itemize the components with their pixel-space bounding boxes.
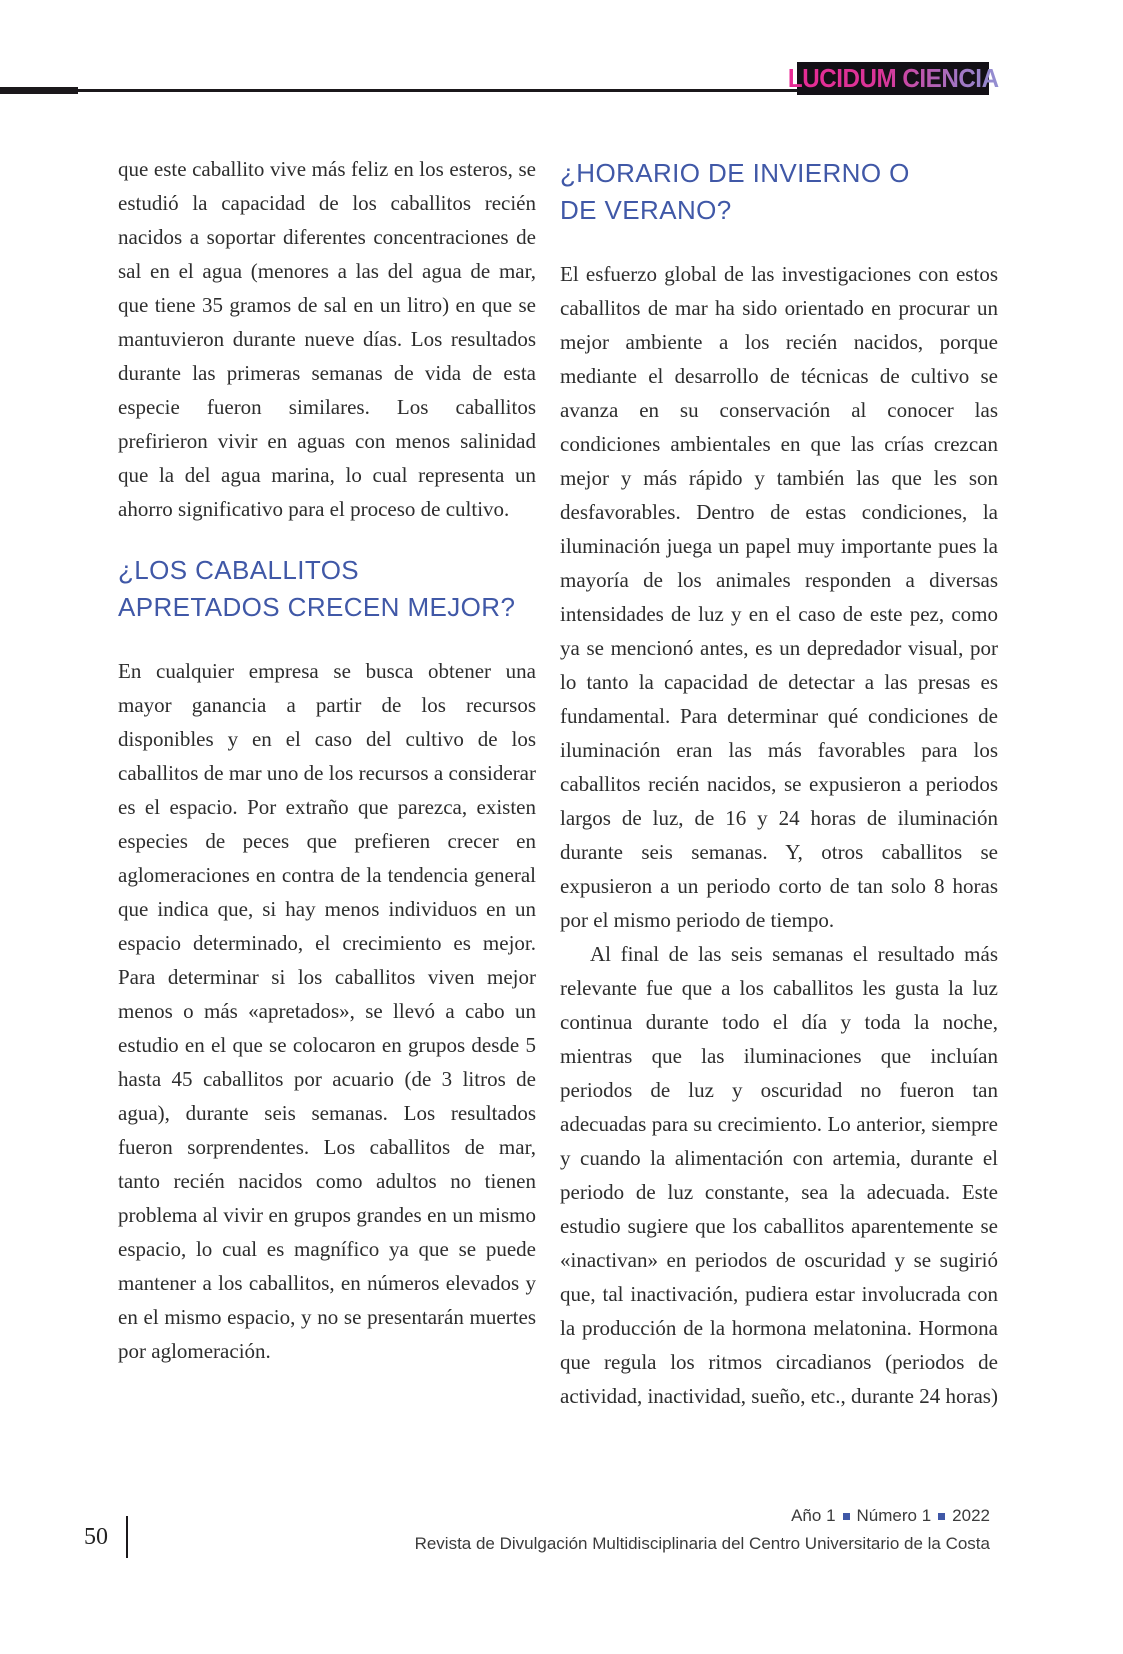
footer-vertical-rule [126, 1516, 128, 1558]
section-heading-horario: ¿HORARIO DE INVIERNO O DE VERANO? [560, 158, 910, 225]
brand-logo-text: LUCIDUM CIENCIA [787, 63, 999, 93]
right-column [560, 152, 998, 1413]
page-number: 50 [84, 1523, 108, 1550]
issue-year-value: 2022 [952, 1506, 990, 1525]
header-rule-thin [78, 89, 798, 92]
brand-logo-box [787, 62, 999, 95]
square-separator-icon [938, 1513, 945, 1520]
footer-left [84, 1516, 128, 1558]
section-heading-caballitos-apretados: ¿LOS CABALLITOS APRETADOS CRECEN MEJOR? [118, 555, 516, 622]
footer-right [415, 1502, 990, 1558]
horario-paragraph-2: Al final de las seis semanas el resultado más relevante fue que a los caballitos les gusta la luz continua durante todo el día y toda la noche, mientras que las iluminaciones que incluían periodos de luz y oscuridad no fueron tan adecuadas para su crecimiento. Lo anterior, siempre y cuando la alimentación con artemia, durante el periodo de luz constante, sea la adecuada. Este estudio sugiere que los caballitos aparentemente se «inactivan» en periodos de oscuridad y se sugirió que, tal inactivación, pudiera estar involucrada con la producción de la hormona melatonina. Hormona que regula los ritmos circadianos (periodos de actividad, inactividad, sueño, etc., durante 24 horas) [560, 942, 998, 1408]
issue-number-label: Número 1 [856, 1506, 932, 1525]
square-separator-icon [843, 1513, 850, 1520]
issue-line [415, 1502, 990, 1530]
horario-paragraph-1: El esfuerzo global de las investigaciones con estos caballitos de mar ha sido orientado en procurar un mejor ambiente a los recién nacidos, porque mediante el desarrollo de técnicas de cultivo se avanza en su conservación al conocer las condiciones ambientales en que las crías crezcan mejor y más rápido y también las que les son desfavorables. Dentro de estas condiciones, la iluminación juega un papel muy importante pues la mayoría de los animales responden a diversas intensidades de luz y en el caso de este pez, como ya se mencionó antes, es un depredador visual, por lo tanto la capacidad de detectar a las presas es fundamental. Para determinar qué condiciones de iluminación eran las más favorables para los caballitos recién nacidos, se expusieron a periodos largos de luz, de 16 y 24 horas de iluminación durante seis semanas. Y, otros caballitos se expusieron a un periodo corto de tan solo 8 horas por el mismo periodo de tiempo. [560, 262, 998, 932]
intro-paragraph: que este caballito vive más feliz en los esteros, se estudió la capacidad de los caballitos recién nacidos a soportar diferentes concentraciones de sal en el agua (menores a las del agua de mar, que tiene 35 gramos de sal en un litro) en que se mantuvieron durante nueve días. Los resultados durante las primeras semanas de vida de esta especie fueron similares. Los caballitos prefirieron vivir en aguas con menos salinidad que la del agua marina, lo cual representa un ahorro significativo para el proceso de cultivo. [118, 157, 536, 521]
issue-year-label: Año 1 [791, 1506, 836, 1525]
section-paragraph-apretados: En cualquier empresa se busca obtener una mayor ganancia a partir de los recursos disponibles y en el caso del cultivo de los caballitos de mar uno de los recursos a considerar es el espacio. Por extraño que parezca, existen especies de peces que prefieren crecer en aglomeraciones en contra de la tendencia general que indica que, si hay menos individuos en un espacio determinado, el crecimiento es mejor. Para determinar si los caballitos viven mejor menos o más «apretados», se llevó a cabo un estudio en el que se colocaron en grupos desde 5 hasta 45 caballitos por acuario (de 3 litros de agua), durante seis semanas. Los resultados fueron sorprendentes. Los caballitos de mar, tanto recién nacidos como adultos no tienen problema al vivir en grupos grandes en un mismo espacio, lo cual es magnífico ya que se puede mantener a los caballitos, en números elevados y en el mismo espacio, y no se presentarán muertes por aglomeración. [118, 659, 536, 1363]
header-rule-thick [0, 87, 78, 94]
journal-name: Revista de Divulgación Multidisciplinaria del Centro Universitario de la Costa [414, 1534, 990, 1553]
left-column [118, 152, 536, 1368]
